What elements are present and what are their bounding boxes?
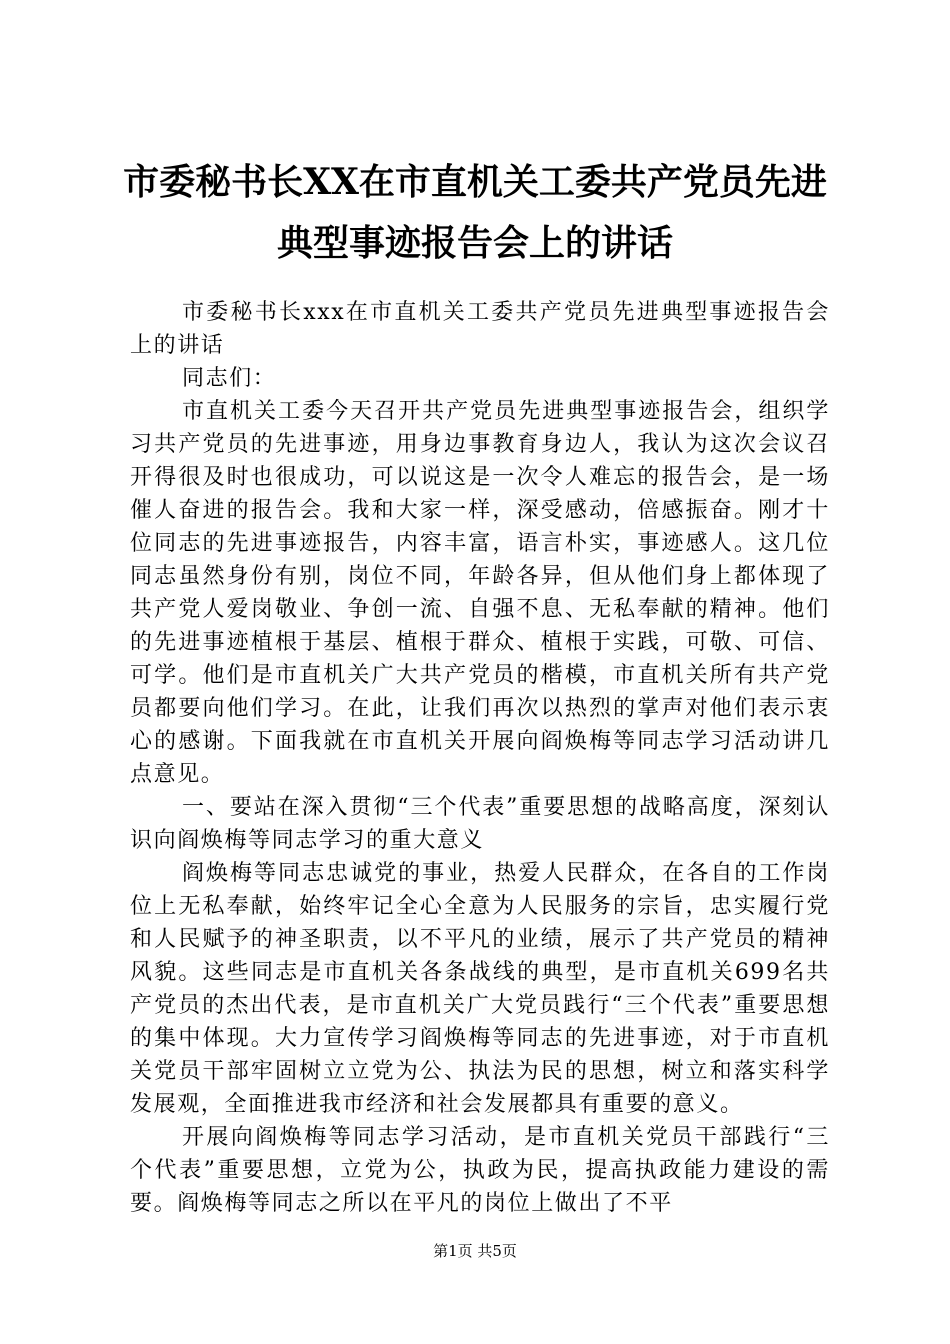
paragraph-section-1-b: 开展向阎焕梅等同志学习活动，是市直机关党员干部践行“三个代表”重要思想，立党为公，执政为民，提高执政能力建设的需要。阎焕梅等同志之所以在平凡的岗位上做出了不平 <box>130 1125 830 1216</box>
document-body <box>130 296 830 1220</box>
paragraph-salutation: 同志们： <box>182 366 277 391</box>
paragraph-section-1-a: 阎焕梅等同志忠诚党的事业，热爱人民群众，在各自的工作岗位上无私奉献，始终牢记全心全意为人民服务的宗旨，忠实履行党和人民赋予的神圣职责，以不平凡的业绩，展示了共产党员的精神风貌。这些同志是市直机关各条战线的典型，是市直机关699名共产党员的杰出代表，是市直机关广大党员践行“三个代表”重要思想的集中体现。大力宣传学习阎焕梅等同志的先进事迹，对于市直机关党员干部牢固树立立党为公、执法为民的思想，树立和落实科学发展观，全面推进我市经济和社会发展都具有重要的意义。 <box>130 861 830 1117</box>
document-title-line-1: 市委秘书长XX在市直机关工委共产党员先进 <box>123 161 827 203</box>
section-heading-1: 一、要站在深入贯彻“三个代表”重要思想的战略高度，深刻认识向阎焕梅等同志学习的重大意义 <box>130 795 830 853</box>
page-footer: 第1页 共5页 <box>433 1242 517 1260</box>
paragraph-opening: 市直机关工委今天召开共产党员先进典型事迹报告会，组织学习共产党员的先进事迹，用身边事教育身边人，我认为这次会议召开得很及时也很成功，可以说这是一次令人难忘的报告会，是一场催人奋进的报告会。我和大家一样，深受感动，倍感振奋。刚才十位同志的先进事迹报告，内容丰富，语言朴实，事迹感人。这几位同志虽然身份有别，岗位不同，年龄各异，但从他们身上都体现了共产党人爱岗敬业、争创一流、自强不息、无私奉献的精神。他们的先进事迹植根于基层、植根于群众、植根于实践，可敬、可信、可学。他们是市直机关广大共产党员的楷模，市直机关所有共产党员都要向他们学习。在此，让我们再次以热烈的掌声对他们表示衷心的感谢。下面我就在市直机关开展向阎焕梅等同志学习活动讲几点意见。 <box>130 399 830 787</box>
paragraph-subtitle: 市委秘书长xxx在市直机关工委共产党员先进典型事迹报告会上的讲话 <box>130 300 830 358</box>
document-title-line-2: 典型事迹报告会上的讲话 <box>276 222 673 264</box>
